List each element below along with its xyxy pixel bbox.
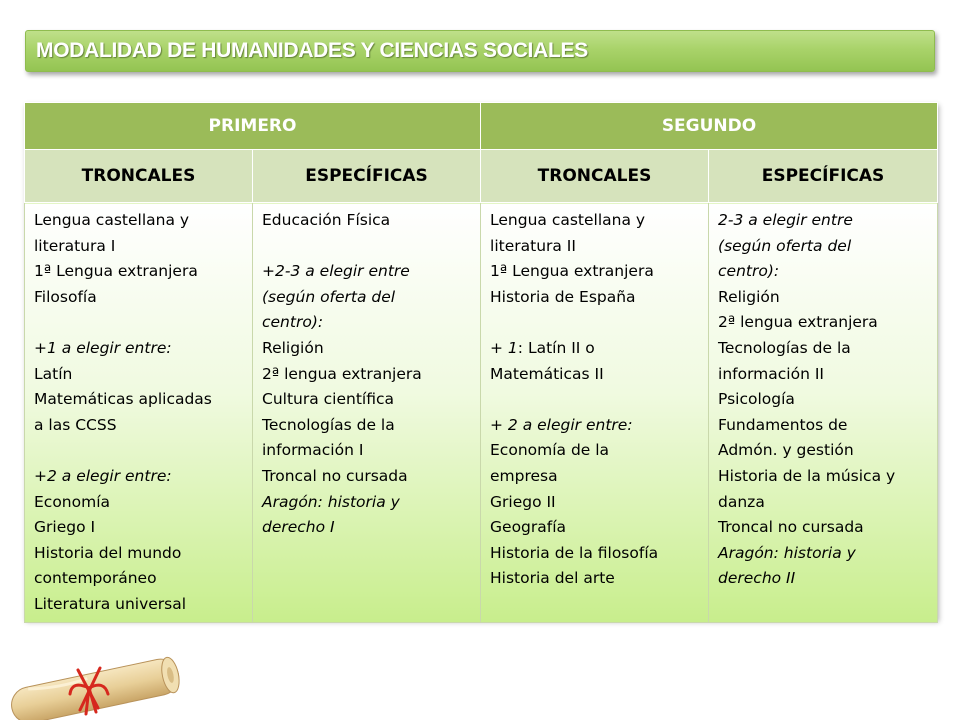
aragon-subject: Aragón: historia y <box>262 492 400 511</box>
spacer <box>262 234 473 260</box>
subject-line: literatura II <box>490 236 576 255</box>
column-header-troncales-1: TRONCALES <box>25 150 253 203</box>
subject-line: Historia de la música y <box>718 466 896 485</box>
subject-line: 2ª lengua extranjera <box>262 364 422 383</box>
subject-line: Cultura científica <box>262 390 395 409</box>
subject-line: 2ª lengua extranjera <box>718 313 878 332</box>
subject-line: Religión <box>718 287 780 306</box>
choice-heading: centro): <box>718 262 780 281</box>
subject-line: Economía de la <box>490 441 610 460</box>
spacer <box>34 310 245 336</box>
subject-line: Educación Física <box>262 211 391 229</box>
subject-line: Latín <box>34 364 73 383</box>
subject-line: Historia del mundo <box>34 543 182 562</box>
subject-line: Griego II <box>490 492 556 511</box>
column-header-especificas-1: ESPECÍFICAS <box>253 150 481 203</box>
subjects-row <box>25 203 938 623</box>
choice-line <box>490 336 701 362</box>
choice-heading: +2-3 a elegir entre <box>262 262 410 281</box>
choice-heading: +2 a elegir entre: <box>34 466 172 485</box>
subjects-table-container <box>24 102 937 619</box>
subject-line: Literatura universal <box>34 594 187 613</box>
year-header-row <box>25 103 938 150</box>
choice-heading: 2-3 a elegir entre <box>718 211 853 229</box>
column-header-troncales-2: TRONCALES <box>481 150 709 203</box>
aragon-subject: Aragón: historia y <box>718 543 856 562</box>
primero-troncales-cell <box>25 203 253 623</box>
subject-line: Historia del arte <box>490 569 615 588</box>
choice-heading: (según oferta del <box>718 236 852 255</box>
subject-line: Filosofía <box>34 287 97 306</box>
spacer <box>490 387 701 413</box>
subject-line: Matemáticas aplicadas <box>34 390 212 409</box>
subject-line: 1ª Lengua extranjera <box>490 262 654 281</box>
subject-line: Troncal no cursada <box>262 466 408 485</box>
choice-heading: + 2 a elegir entre: <box>490 415 633 434</box>
subject-line: Tecnologías de la <box>262 415 395 434</box>
subject-line: Lengua castellana y <box>34 211 190 229</box>
primero-especificas-cell <box>253 203 481 623</box>
subject-line: 1ª Lengua extranjera <box>34 262 198 281</box>
subject-line: Psicología <box>718 390 795 409</box>
subject-line: empresa <box>490 466 558 485</box>
subject-line: Economía <box>34 492 111 511</box>
subject-text: : Latín II o <box>517 338 595 357</box>
choice-heading: +1 a elegir entre: <box>34 338 172 357</box>
column-header-row <box>25 150 938 203</box>
segundo-troncales-cell <box>481 203 709 623</box>
subject-line: información I <box>262 441 364 460</box>
segundo-especificas-cell <box>709 203 938 623</box>
aragon-subject: derecho I <box>262 518 335 537</box>
choice-heading: centro): <box>262 313 324 332</box>
subject-line: contemporáneo <box>34 569 157 588</box>
choice-heading: + 1 <box>490 338 518 357</box>
subject-line: danza <box>718 492 765 511</box>
subject-line: Lengua castellana y <box>490 211 646 229</box>
spacer <box>490 310 701 336</box>
subject-line: Troncal no cursada <box>718 518 864 537</box>
subject-line: Historia de la filosofía <box>490 543 659 562</box>
spacer <box>34 438 245 464</box>
subject-line: Griego I <box>34 518 96 537</box>
subject-line: Admón. y gestión <box>718 441 854 460</box>
subject-line: literatura I <box>34 236 116 255</box>
aragon-subject: derecho II <box>718 569 796 588</box>
year-header-segundo: SEGUNDO <box>481 103 938 150</box>
year-header-primero: PRIMERO <box>25 103 481 150</box>
choice-heading: (según oferta del <box>262 287 396 306</box>
column-header-especificas-2: ESPECÍFICAS <box>709 150 938 203</box>
subject-line: Religión <box>262 338 324 357</box>
title-banner <box>25 30 935 72</box>
subject-line: a las CCSS <box>34 415 117 434</box>
subject-line: Historia de España <box>490 287 636 306</box>
subject-line: Fundamentos de <box>718 415 848 434</box>
subject-line: Tecnologías de la <box>718 338 851 357</box>
subjects-table <box>24 102 938 623</box>
subject-line: Geografía <box>490 518 567 537</box>
page-title: MODALIDAD DE HUMANIDADES Y CIENCIAS SOCIALES <box>36 39 588 62</box>
subject-line: Matemáticas II <box>490 364 604 383</box>
subject-line: información II <box>718 364 824 383</box>
diploma-scroll-icon <box>0 650 200 720</box>
